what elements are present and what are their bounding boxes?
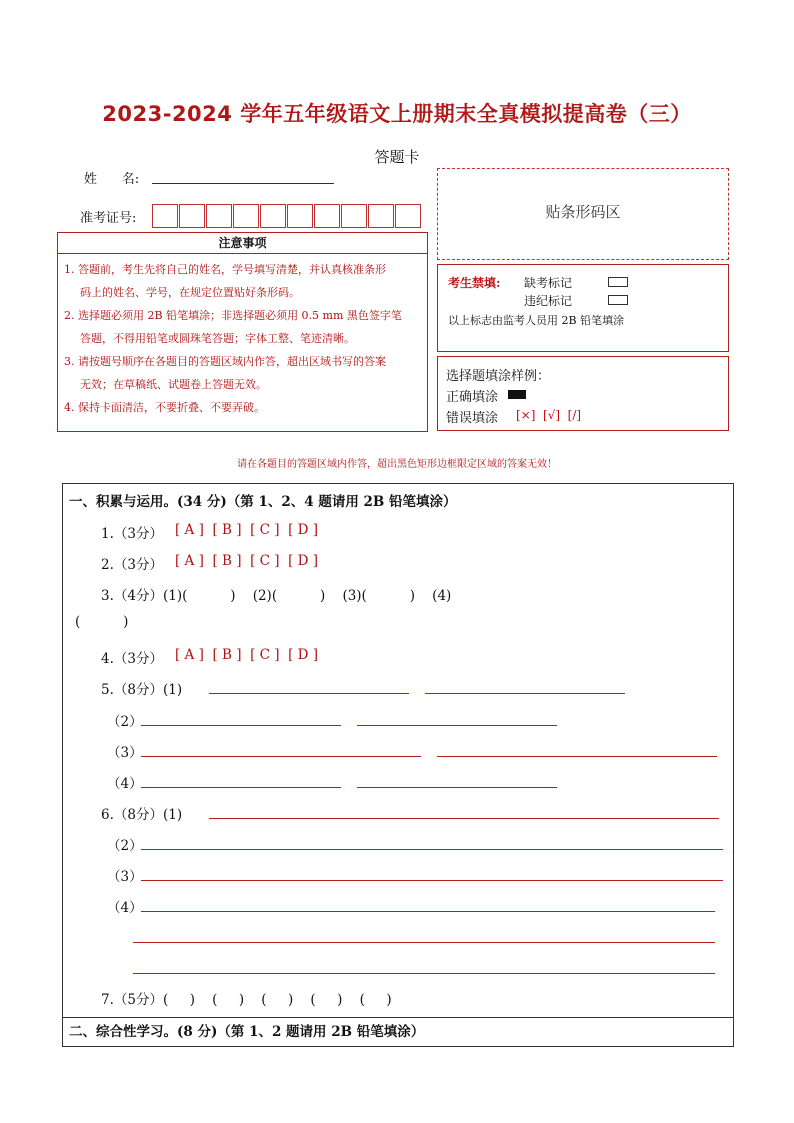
q5-label: 5.（8分）(1)	[101, 682, 183, 698]
id-digit-box[interactable]	[368, 204, 394, 228]
q5-2-answer-line-a[interactable]	[141, 724, 341, 726]
notice-line: 3. 请按题号顺序在各题目的答题区域内作答，超出区域书写的答案	[64, 355, 386, 368]
q5-sub4-label: （4）	[107, 776, 143, 792]
q5-3-answer-line-a[interactable]	[141, 755, 421, 757]
barcode-area	[437, 168, 729, 260]
notice-line: 无效；在草稿纸、试题卷上答题无效。	[80, 378, 267, 391]
q2-options[interactable]: [ A ] [ B ] [ C ] [ D ]	[175, 553, 319, 569]
q5-4-answer-line-b[interactable]	[357, 786, 557, 788]
page-title: 2023-2024 学年五年级语文上册期末全真模拟提高卷（三）	[102, 102, 692, 126]
section2-heading: 二、综合性学习。(8 分)（第 1、2 题请用 2B 铅笔填涂）	[63, 1017, 733, 1045]
q4-label: 4.（3分）	[101, 651, 163, 667]
notice-line: 答题，不得用铅笔或圆珠笔答题；字体工整、笔迹清晰。	[80, 332, 355, 345]
q5-2-answer-line-b[interactable]	[357, 724, 557, 726]
answer-area-warning: 请在各题目的答题区域内作答，超出黑色矩形边框限定区域的答案无效！	[237, 459, 557, 470]
id-digit-box[interactable]	[206, 204, 232, 228]
q5-3-answer-line-b[interactable]	[437, 755, 717, 757]
id-digit-box[interactable]	[260, 204, 286, 228]
examinee-note: 以上标志由监考人员用 2B 铅笔填涂	[448, 314, 625, 327]
q6-sub3-label: （3）	[107, 869, 143, 885]
q6-4-answer-line-1[interactable]	[141, 910, 715, 912]
absent-label: 缺考标记	[524, 276, 573, 290]
sample-heading: 选择题填涂样例：	[446, 369, 551, 384]
q6-label: 6.（8分）(1)	[101, 807, 183, 823]
q1-options[interactable]: [ A ] [ B ] [ C ] [ D ]	[175, 522, 319, 538]
notice-line: 2. 选择题必须用 2B 铅笔填涂；非选择题必须用 0.5 mm 黑色签字笔	[64, 309, 402, 322]
q5-sub2-label: （2）	[107, 714, 143, 730]
notice-line: 1. 答题前，考生先将自己的姓名，学号填写清楚，并认真核准条形	[64, 263, 386, 276]
fill-sample-box	[437, 356, 729, 431]
q6-4-answer-line-3[interactable]	[133, 972, 715, 974]
section1-heading: 一、积累与运用。(34 分)（第 1、2、4 题请用 2B 铅笔填涂）	[69, 494, 457, 510]
notice-box	[57, 232, 428, 432]
name-label: 姓 名:	[84, 172, 140, 187]
q5-4-answer-line-a[interactable]	[141, 786, 341, 788]
q1-label: 1.（3分）	[101, 526, 163, 542]
answer-sheet-subtitle: 答题卡	[374, 148, 420, 166]
q5-sub3-label: （3）	[107, 745, 143, 761]
q6-sub4-label: （4）	[107, 900, 143, 916]
id-digit-box[interactable]	[152, 204, 178, 228]
q2-label: 2.（3分）	[101, 557, 163, 573]
name-field[interactable]	[152, 165, 334, 184]
q5-1-answer-line-b[interactable]	[425, 692, 625, 694]
wrong-fill-samples: [×] [√] [/]	[516, 408, 582, 422]
examinee-restricted-box	[437, 264, 729, 352]
q6-3-answer-line[interactable]	[141, 879, 723, 881]
notice-line: 4. 保持卡面清洁，不要折叠、不要弄破。	[64, 401, 265, 414]
q3-continuation[interactable]: ( )	[75, 614, 129, 630]
notice-line: 码上的姓名、学号，在规定位置贴好条形码。	[80, 286, 300, 299]
q6-sub2-label: （2）	[107, 838, 143, 854]
barcode-label: 贴条形码区	[545, 203, 621, 221]
correct-fill-label: 正确填涂	[446, 390, 499, 405]
id-digit-box[interactable]	[233, 204, 259, 228]
violation-label: 违纪标记	[524, 294, 573, 308]
id-digit-box[interactable]	[179, 204, 205, 228]
q5-1-answer-line-a[interactable]	[209, 692, 409, 694]
id-digit-box[interactable]	[314, 204, 340, 228]
correct-fill-sample	[508, 390, 526, 399]
violation-mark-box[interactable]	[608, 295, 628, 305]
id-digit-box[interactable]	[395, 204, 421, 228]
q3-line[interactable]: 3.（4分）(1)( ) (2)( ) (3)( ) (4)	[101, 588, 452, 604]
id-digit-box[interactable]	[341, 204, 367, 228]
notice-heading: 注意事项	[58, 233, 427, 254]
id-digit-box[interactable]	[287, 204, 313, 228]
q6-1-answer-line[interactable]	[209, 817, 719, 819]
q4-options[interactable]: [ A ] [ B ] [ C ] [ D ]	[175, 647, 319, 663]
answer-area	[62, 483, 734, 1047]
q7-line[interactable]: 7.（5分）( ) ( ) ( ) ( ) ( )	[101, 992, 392, 1008]
id-number-boxes[interactable]	[152, 204, 422, 228]
id-label: 准考证号:	[80, 211, 137, 226]
q6-4-answer-line-2[interactable]	[133, 941, 715, 943]
wrong-fill-label: 错误填涂	[446, 411, 499, 426]
absent-mark-box[interactable]	[608, 277, 628, 287]
examinee-label: 考生禁填:	[448, 276, 501, 290]
q6-2-answer-line[interactable]	[141, 848, 723, 850]
